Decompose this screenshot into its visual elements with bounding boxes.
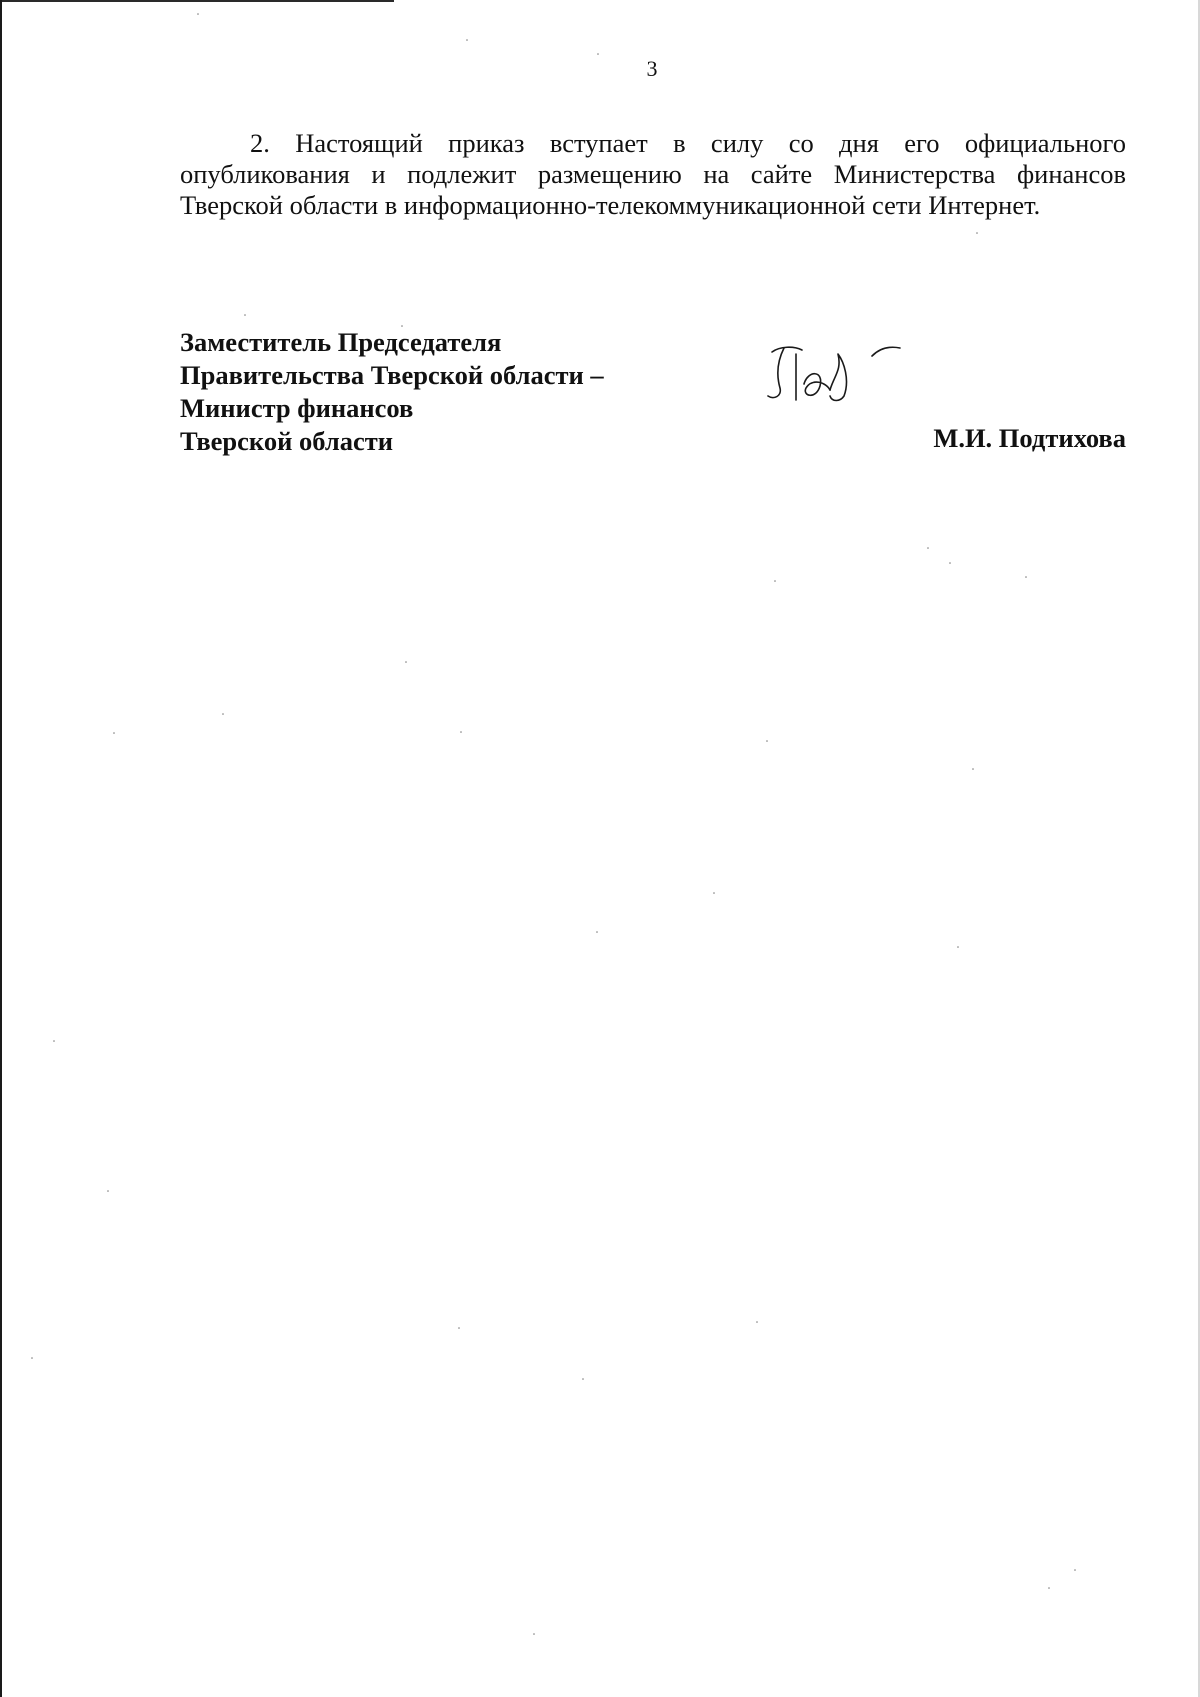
page-number: 3 [646, 56, 658, 81]
scan-edge-top [2, 0, 394, 2]
signatory-title-line: Заместитель Председателя [180, 327, 502, 357]
signature-icon [760, 340, 910, 420]
scan-noise [2, 0, 1200, 1697]
signatory-title [180, 326, 700, 458]
signer-name: М.И. Подтихова [933, 423, 1126, 453]
signatory-title-line: Министр финансов [180, 393, 414, 423]
signatory-title-line: Правительства Тверской области – [180, 360, 604, 390]
order-paragraph-2: 2. Настоящий приказ вступает в силу со дня его официального опубликования и подлежит размещению на сайте Министерства финансов Тверской области в информационно-телекоммуникационной сети Интернет. [180, 128, 1126, 220]
signatory-title-line: Тверской области [180, 426, 393, 456]
